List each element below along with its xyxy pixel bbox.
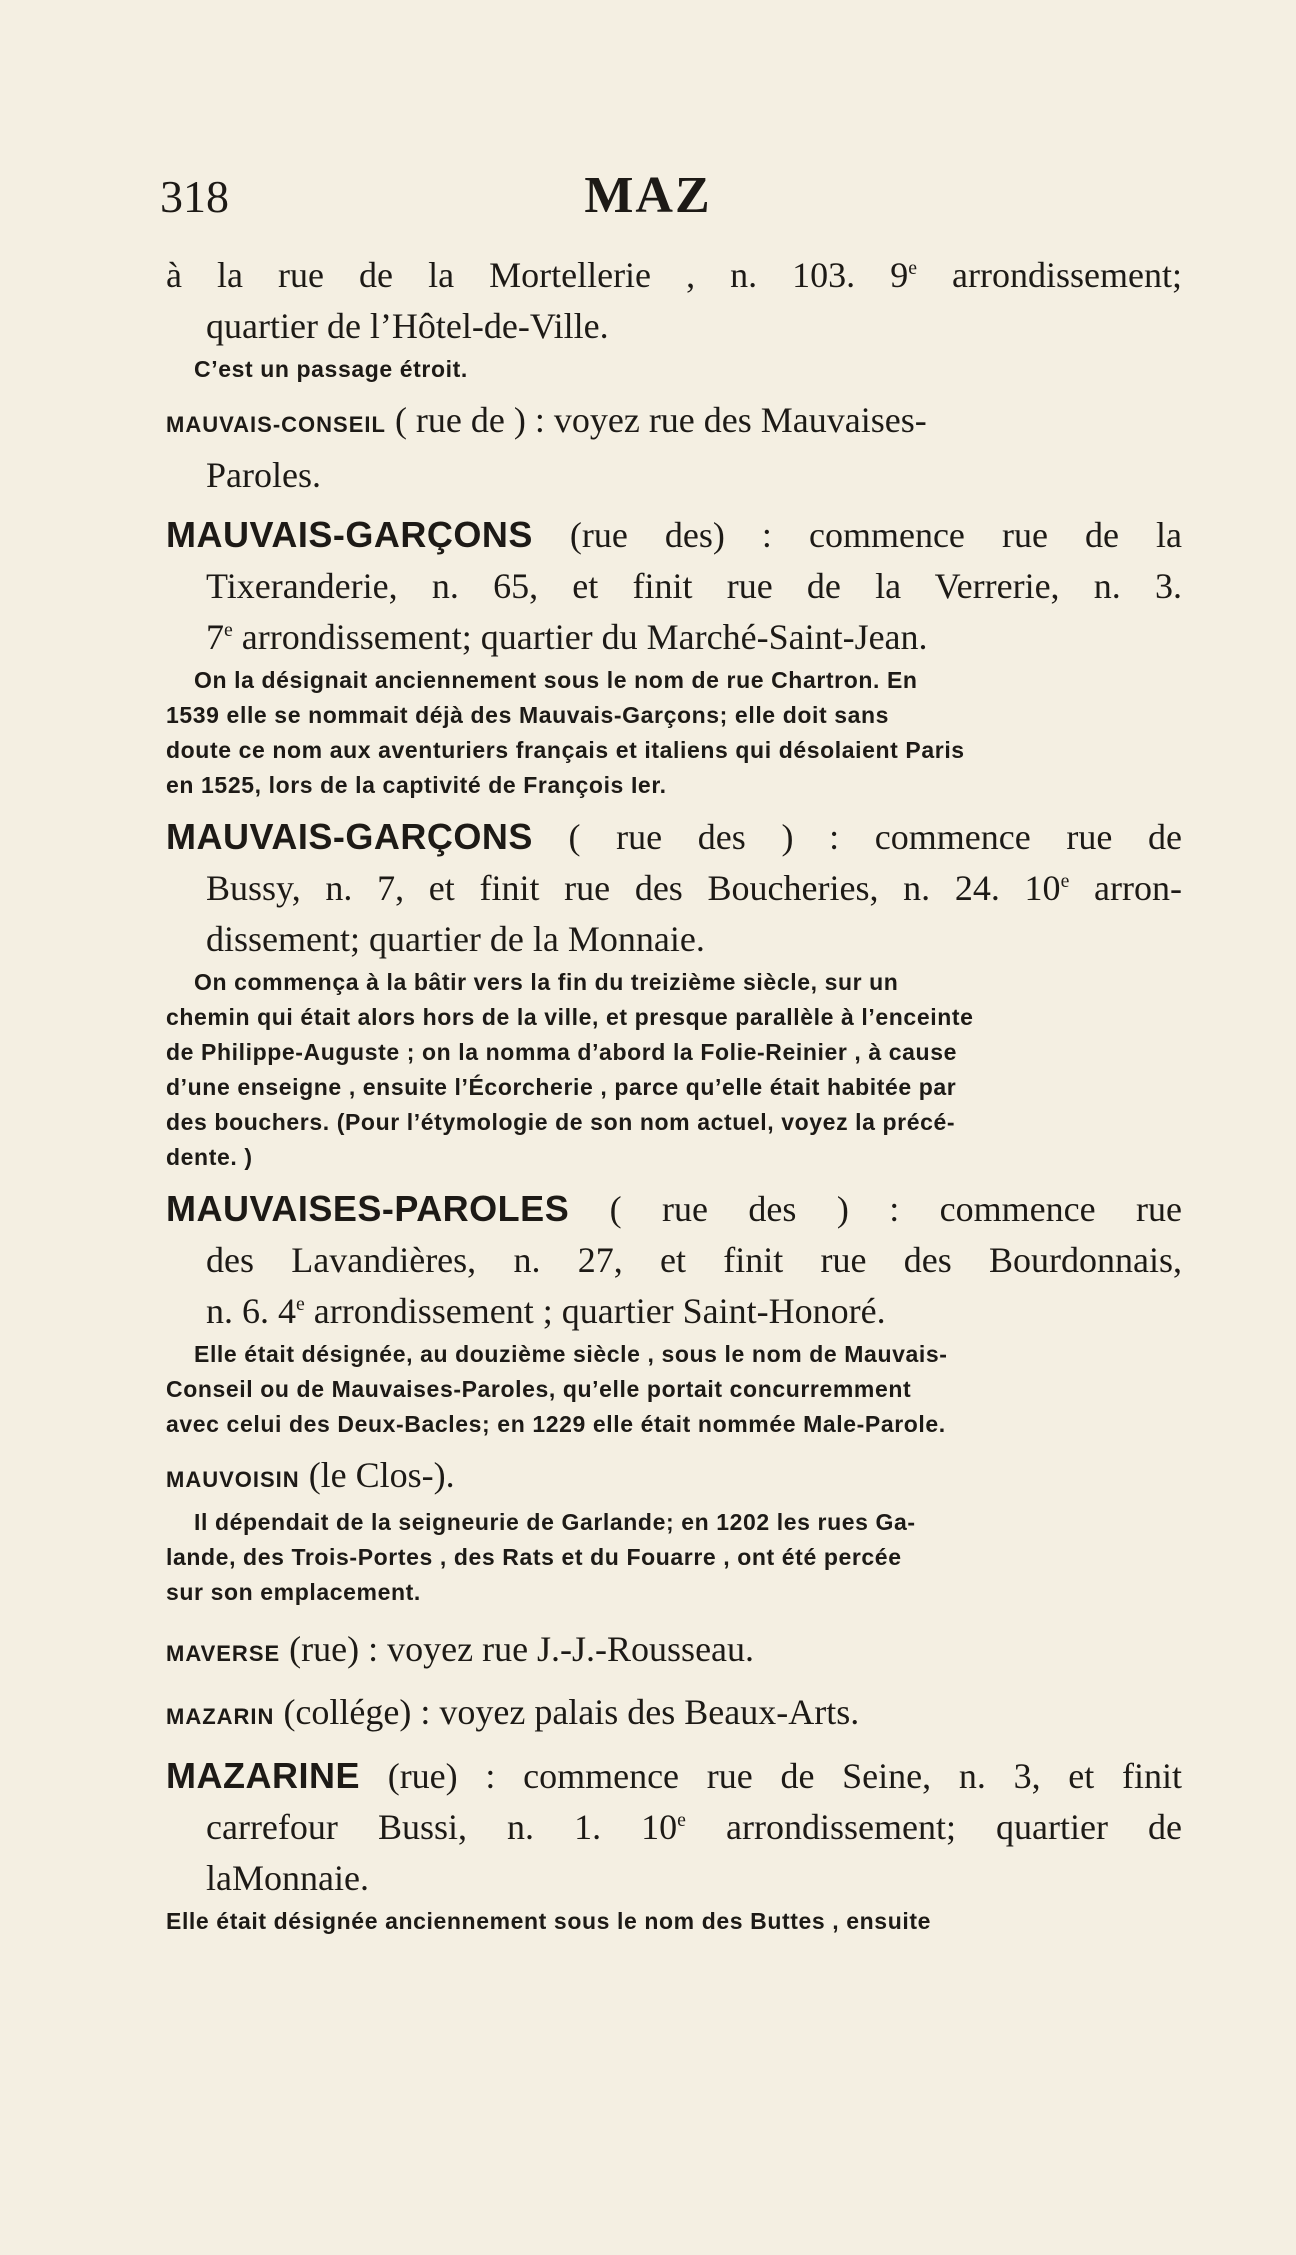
entry-line: MAVERSE (rue) : voyez rue J.-J.-Rousseau. [166,1629,755,1669]
note-line: chemin qui était alors hors de la ville, et presque parallèle à l’enceinte [166,1004,974,1030]
note-line: Elle était désignée, au douzième siècle , sous le nom de Mauvais- [194,1341,948,1367]
note-line: Il dépendait de la seigneurie de Garlande; en 1202 les rues Ga- [194,1509,916,1535]
note-line: en 1525, lors de la captivité de François Ier. [166,772,667,798]
entry-line: MAZARIN (collége) : voyez palais des Beaux-Arts. [166,1692,860,1732]
note-line: des bouchers. (Pour l’étymologie de son nom actuel, voyez la précé- [166,1109,956,1135]
note-line: Conseil ou de Mauvaises-Paroles, qu’elle portait concurremment [166,1376,912,1402]
note-line: C’est un passage étroit. [194,356,468,382]
note-line: dente. ) [166,1144,253,1170]
entry-line: MAUVAISES-PAROLES ( rue des ) : commence rue [166,1188,1182,1229]
note-line: doute ce nom aux aventuriers français et italiens qui désolaient Paris [166,737,965,763]
note-line: lande, des Trois-Portes , des Rats et du Fouarre , ont été percée [166,1544,902,1570]
entry-headword: MAZARINE [166,1755,360,1796]
entry-line: MAUVOISIN (le Clos-). [166,1455,455,1495]
entry-line: MAZARINE (rue) : commence rue de Seine, n. 3, et finit [166,1755,1182,1796]
body-line: laMonnaie. [206,1858,369,1898]
entry-line: MAUVAIS-CONSEIL ( rue de ) : voyez rue des Mauvaises- [166,400,927,440]
note-line: sur son emplacement. [166,1579,421,1605]
page-number: 318 [160,171,229,222]
body-line: 7e arrondissement; quartier du Marché-Saint-Jean. [206,617,928,657]
entry-headword: MAUVAISES-PAROLES [166,1188,570,1229]
entry-line: MAUVAIS-GARÇONS ( rue des ) : commence rue de [166,816,1182,857]
body-line: dissement; quartier de la Monnaie. [206,919,705,959]
note-line: 1539 elle se nommait déjà des Mauvais-Garçons; elle doit sans [166,702,890,728]
body-line: carrefour Bussi, n. 1. 10e arrondissement; quartier de [206,1807,1182,1847]
entry-headword: MAUVAIS-GARÇONS [166,514,533,555]
body-line: quartier de l’Hôtel-de-Ville. [206,306,609,346]
entry-headword: MAVERSE [166,1641,281,1666]
entry-headword: MAUVAIS-GARÇONS [166,816,533,857]
running-head: MAZ [584,167,712,224]
note-line: de Philippe-Auguste ; on la nomma d’abord la Folie-Reinier , à cause [166,1039,957,1065]
body-line: Tixeranderie, n. 65, et finit rue de la Verrerie, n. 3. [206,566,1182,606]
entry-line: MAUVAIS-GARÇONS (rue des) : commence rue de la [166,514,1182,555]
note-line: On commença à la bâtir vers la fin du treizième siècle, sur un [194,969,899,995]
body-line: Bussy, n. 7, et finit rue des Boucheries, n. 24. 10e arron- [206,868,1182,908]
text-column [166,250,1182,1939]
body-line: des Lavandières, n. 27, et finit rue des Bourdonnais, [206,1240,1182,1280]
body-line: à la rue de la Mortellerie , n. 103. 9e arrondissement; [166,255,1182,295]
note-line: avec celui des Deux-Bacles; en 1229 elle était nommée Male-Parole. [166,1411,946,1437]
entry-headword: MAUVAIS-CONSEIL [166,412,386,437]
note-line: Elle était désignée anciennement sous le nom des Buttes , ensuite [166,1908,931,1934]
note-line: d’une enseigne , ensuite l’Écorcherie , parce qu’elle était habitée par [166,1074,957,1100]
entry-headword: MAUVOISIN [166,1467,300,1492]
note-line: On la désignait anciennement sous le nom de rue Chartron. En [194,667,918,693]
body-line: Paroles. [206,455,321,495]
body-line: n. 6. 4e arrondissement ; quartier Saint-Honoré. [206,1291,886,1331]
entry-headword: MAZARIN [166,1704,275,1729]
